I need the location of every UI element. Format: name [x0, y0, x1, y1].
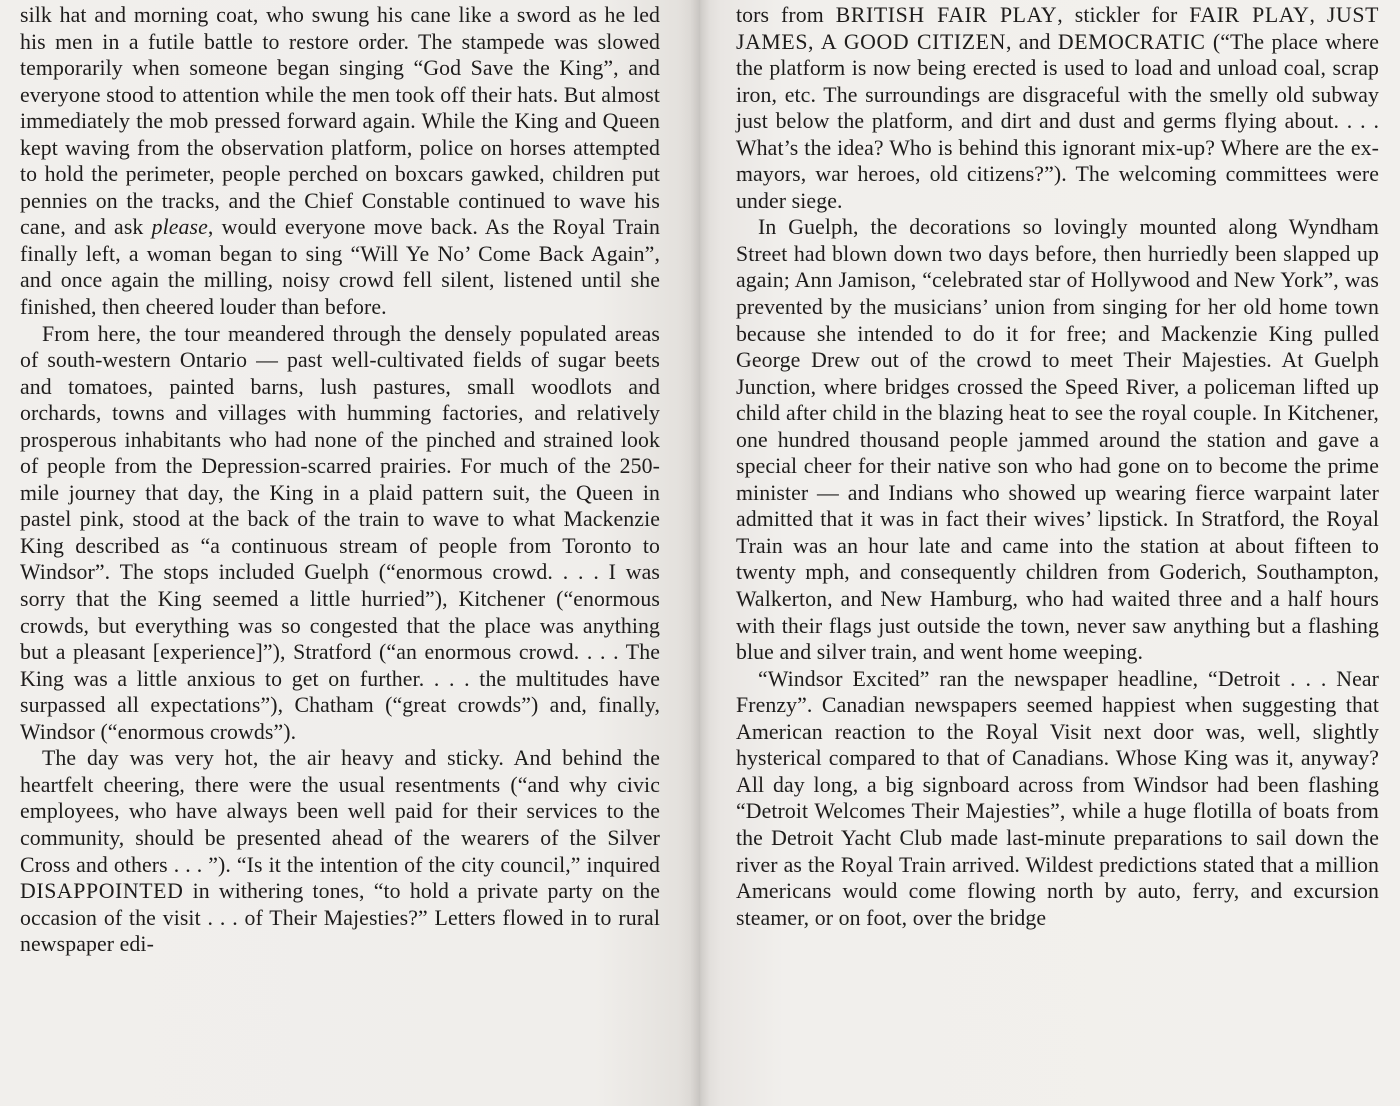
pseudonym-a-good-citizen: A GOOD CITIZEN	[820, 29, 1006, 54]
left-page-text	[20, 2, 660, 958]
left-paragraph-3: The day was very hot, the air heavy and sticky. And behind the heartfelt cheering, there were the usual resentments (“and why civic employees, who have always been well paid for their services to the community, should be presented ahead of the wearers of the Silver Cross and others . . . ”). “Is it the intention of the city council,” inquired DISAPPOINTED in withering tones, “to hold a private party on the occasion of the visit . . . of Their Majesties?” Letters flowed in to rural newspaper edi-	[20, 746, 660, 957]
left-paragraph-1: silk hat and morning coat, who swung his cane like a sword as he led his men in a futile battle to restore order. The stampede was slowed temporarily when someone began singing “God Save the King”, and everyone stood to attention while the men took off their hats. But almost immediately the mob pressed forward again. While the King and Queen kept waving from the observation platform, police on horses attempted to hold the perimeter, people perched on boxcars gawked, children put pennies on the tracks, and the Chief Constable continued to wave his cane, and ask please, would everyone move back. As the Royal Train finally left, a woman began to sing “Will Ye No’ Come Back Again”, and once again the milling, noisy crowd fell silent, listened until she finished, then cheered louder than before.	[20, 3, 660, 320]
pseudonym-british-fair-play: BRITISH FAIR PLAY	[835, 3, 1058, 27]
right-page-text	[736, 2, 1379, 931]
left-paragraph-2: From here, the tour meandered through the densely populated areas of south-western Ontario — past well-cultivated fields of sugar beets and tomatoes, painted barns, lush pastures, small woodlots and orchards, towns and villages with humming factories, and relatively prosperous inhabitants who had none of the pinched and strained look of people from the Depression-scarred prairies. For much of the 250-mile journey that day, the King in a plaid pattern suit, the Queen in pastel pink, stood at the back of the train to wave to what Mackenzie King described as “a continuous stream of people from Toronto to Windsor”. The stops included Guelph (“enormous crowd. . . . I was sorry that the King seemed a little hurried”), Kitchener (“enormous crowds, but everything was so congested that the place was anything but a pleasant [experience]”), Stratford (“an enormous crowd. . . . The King was a little anxious to get on further. . . . the multitudes have surpassed all expectations”), Chatham (“great crowds”) and, finally, Windsor (“enormous crowds”).	[20, 321, 660, 744]
right-page	[700, 0, 1400, 1106]
pseudonym-fair-play: FAIR PLAY	[1189, 3, 1310, 27]
pseudonym-just-james: JUST JAMES	[736, 3, 1379, 54]
emphasis-please: please	[151, 215, 208, 240]
right-paragraph-3: “Windsor Excited” ran the newspaper headline, “Detroit . . . Near Frenzy”. Canadian newspapers seemed happiest when suggesting that American reaction to the Royal Visit next door was, well, slightly hysterical compared to that of Canadians. Whose King was it, anyway? All day long, a big signboard across from Windsor had been flashing “Detroit Welcomes Their Majesties”, while a huge flotilla of boats from the Detroit Yacht Club made last-minute preparations to sail down the river as the Royal Train arrived. Wildest predictions stated that a million Americans would come flowing north by auto, ferry, and excursion steamer, or on foot, over the bridge	[736, 666, 1379, 930]
pseudonym-democratic: DEMOCRATIC	[1057, 29, 1206, 54]
right-paragraph-1: tors from BRITISH FAIR PLAY, stickler for FAIR PLAY, JUST JAMES, A GOOD CITIZEN, and DEMOCRATIC (“The place where the platform is now being erected is used to load and unload coal, scrap iron, etc. The surroundings are disgraceful with the smelly old subway just below the platform, and dirt and dust and germs flying about. . . . What’s the idea? Who is behind this ignorant mix-up? Where are the ex-mayors, war heroes, old citizens?”). The welcoming committees were under siege.	[736, 3, 1380, 213]
pseudonym-disappointed: DISAPPOINTED	[20, 879, 184, 904]
right-paragraph-2: In Guelph, the decorations so lovingly mounted along Wyndham Street had blown down two days before, then hurriedly been slapped up again; Ann Jamison, “celebrated star of Hollywood and New York”, was prevented by the musicians’ union from singing for her old home town because she intended to do it for free; and Mackenzie King pulled George Drew out of the crowd to meet Their Majesties. At Guelph Junction, where bridges crossed the Speed River, a policeman lifted up child after child in the blazing heat to see the royal couple. In Kitchener, one hundred thousand people jammed around the station and gave a special cheer for their native son who had gone on to become the prime minister — and Indians who showed up wearing fierce warpaint later admitted that it was in fact their wives’ lipstick. In Stratford, the Royal Train was an hour late and came into the station at about fifteen to twenty mph, and consequently children from Goderich, Southampton, Walkerton, and New Hamburg, who had waited three and a half hours with their flags just outside the town, never saw anything but a flashing blue and silver train, and went home weeping.	[736, 215, 1379, 665]
